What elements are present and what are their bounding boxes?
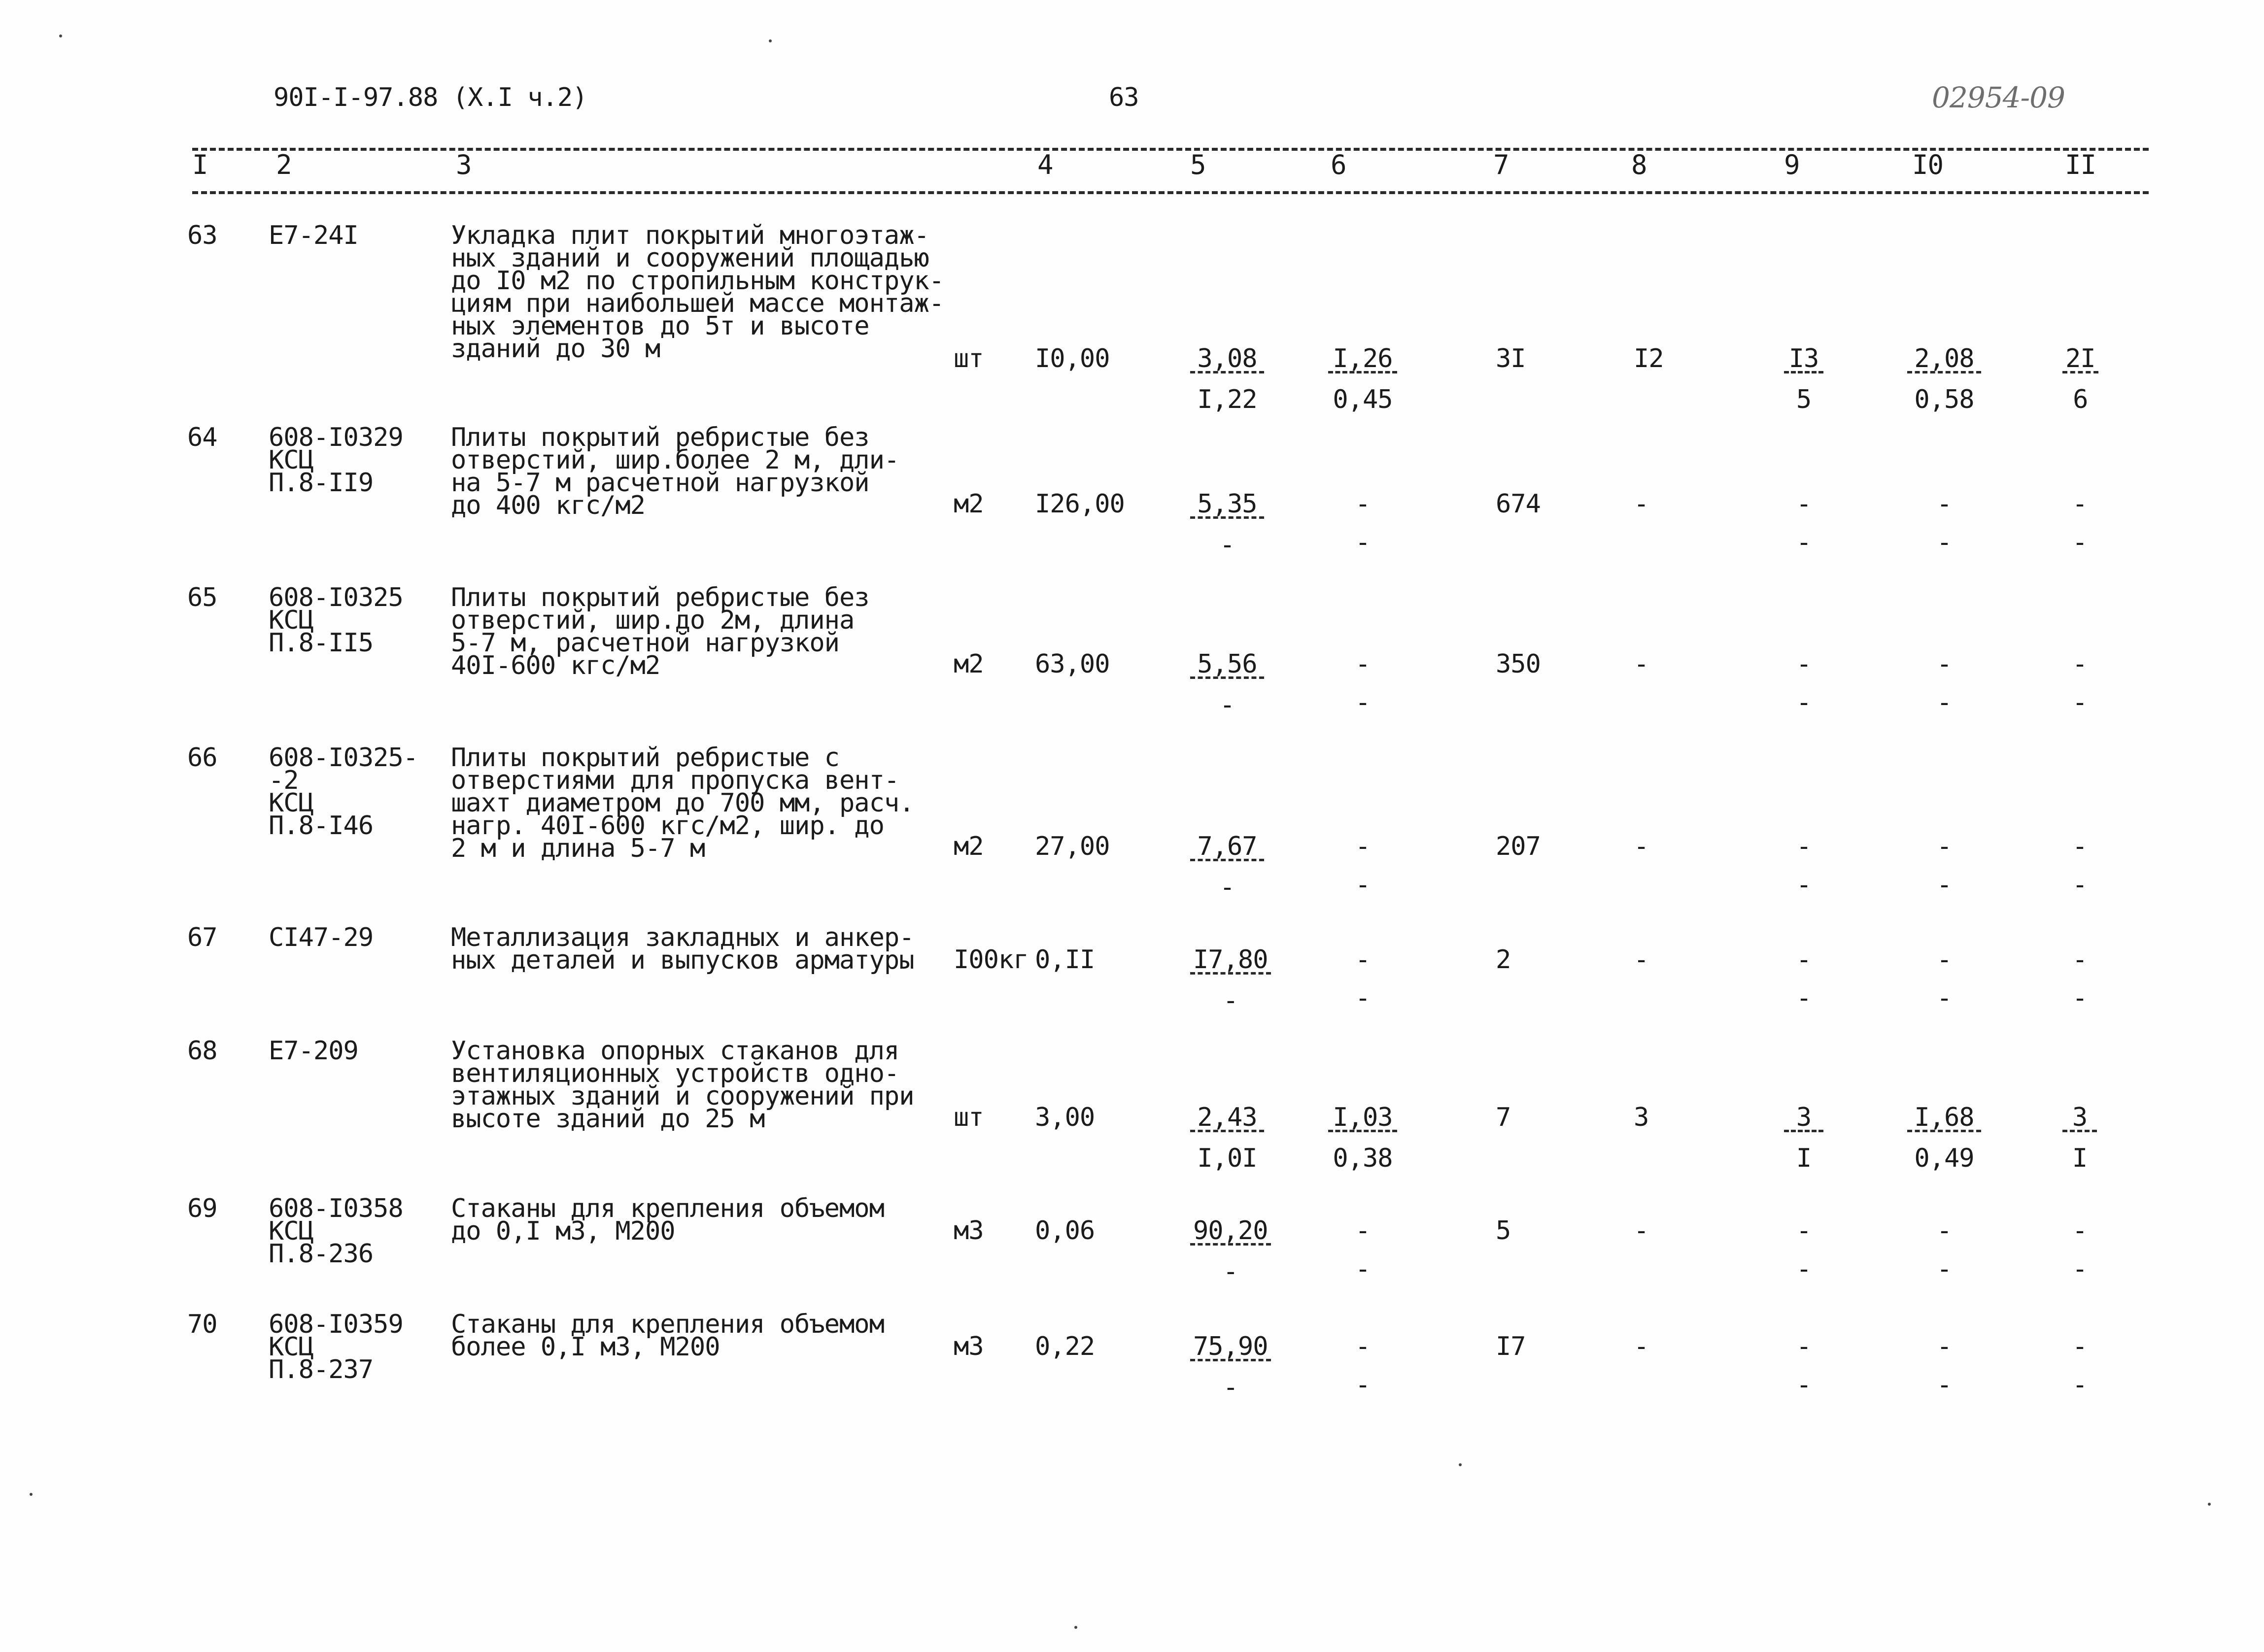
cell-col10	[1907, 1216, 1981, 1284]
cell-col6	[1328, 1103, 1397, 1173]
cell-col7: 674	[1496, 489, 1541, 519]
cell-col5	[1190, 489, 1264, 560]
cell-col5	[1190, 344, 1264, 414]
cell-col5-bottom: -	[1219, 690, 1235, 720]
cell-col11	[2062, 1216, 2097, 1284]
scan-speck	[769, 39, 772, 42]
cell-col7: 2	[1496, 945, 1511, 975]
row-unit: м2	[954, 649, 984, 679]
document-code: 90I-I-97.88 (X.I ч.2)	[274, 83, 587, 112]
cell-col10	[1907, 832, 1981, 900]
cell-col6-top: -	[1355, 1332, 1371, 1361]
cell-col9	[1784, 832, 1823, 900]
cell-col9	[1784, 489, 1823, 557]
cell-col6	[1328, 1216, 1397, 1284]
cell-col9	[1784, 1332, 1823, 1400]
cell-col10-bottom: -	[1936, 983, 1952, 1013]
cell-col5-bottom: I,0I	[1197, 1144, 1257, 1173]
cell-col8: -	[1634, 945, 1649, 975]
cell-col11-bottom: 6	[2073, 385, 2088, 414]
cell-col5-top: 90,20	[1190, 1219, 1271, 1246]
cell-col11-top: -	[2072, 945, 2088, 975]
cell-col10	[1907, 1332, 1981, 1400]
row-description: Стаканы для крепления объемом более 0,I м3, М200	[451, 1310, 884, 1362]
cell-col7: I7	[1496, 1332, 1526, 1361]
cell-col10-top: 2,08	[1907, 347, 1981, 373]
cell-col8: I2	[1634, 344, 1664, 373]
cell-col7: 3I	[1496, 344, 1526, 373]
cell-col6-top: -	[1355, 649, 1371, 679]
cell-col10-top: -	[1936, 832, 1952, 861]
cell-col5	[1190, 1332, 1271, 1402]
cell-col9-bottom: -	[1796, 688, 1812, 717]
row-description: Металлизация закладных и анкер- ных деталей и выпусков арматуры	[451, 923, 914, 975]
cell-col5-top: 5,56	[1190, 653, 1264, 679]
column-header-8: 8	[1631, 149, 1647, 180]
cell-col5-top: 3,08	[1190, 347, 1264, 373]
cell-col5	[1190, 1103, 1264, 1173]
row-quantity: I26,00	[1035, 489, 1125, 519]
row-code: 608-I0359 КСЦ П.8-237	[269, 1310, 403, 1384]
cell-col9-bottom: -	[1796, 983, 1812, 1013]
cell-col5-top: 2,43	[1190, 1106, 1264, 1132]
cell-col6-bottom: -	[1355, 870, 1371, 900]
row-code: E7-24I	[269, 221, 358, 250]
cell-col7: 7	[1496, 1103, 1511, 1132]
cell-col11-top: 2I	[2062, 347, 2098, 373]
cell-col5	[1190, 832, 1264, 902]
cell-col6-top: -	[1355, 945, 1371, 975]
row-quantity: 3,00	[1035, 1103, 1095, 1132]
cell-col10-top: -	[1936, 1216, 1952, 1246]
row-description: Плиты покрытий ребристые с отверстиями для пропуска вент- шахт диаметром до 700 мм, расч. нагр. 40I-600 кгс/м2, шир. до 2 м и длина 5-7 м	[451, 743, 914, 863]
row-quantity: 27,00	[1035, 832, 1110, 861]
handwritten-stamp: 02954-09	[1932, 81, 2065, 114]
cell-col11-bottom: -	[2072, 528, 2088, 557]
cell-col6-top: -	[1355, 832, 1371, 861]
scan-speck	[1074, 1626, 1077, 1629]
cell-col8: -	[1634, 832, 1649, 861]
column-header-9: 9	[1784, 149, 1800, 180]
cell-col11	[2062, 489, 2097, 557]
cell-col11	[2062, 1103, 2097, 1173]
cell-col9	[1784, 945, 1823, 1013]
row-number: 65	[187, 583, 217, 612]
cell-col11	[2062, 1332, 2097, 1400]
cell-col9-top: 3	[1784, 1106, 1823, 1132]
cell-col9-top: -	[1796, 945, 1812, 975]
cell-col6-bottom: -	[1355, 1370, 1371, 1400]
cell-col11	[2062, 945, 2097, 1013]
column-header-7: 7	[1493, 149, 1509, 180]
row-unit: м3	[954, 1216, 984, 1246]
cell-col6-top: I,03	[1328, 1106, 1397, 1132]
cell-col9	[1784, 1216, 1823, 1284]
cell-col6	[1328, 344, 1397, 414]
row-quantity: 63,00	[1035, 649, 1110, 679]
cell-col5-bottom: -	[1219, 873, 1235, 902]
cell-col5-bottom: I,22	[1197, 385, 1257, 414]
cell-col9-bottom: -	[1796, 1254, 1812, 1284]
cell-col9-top: -	[1796, 1332, 1812, 1361]
cell-col10-top: -	[1936, 945, 1952, 975]
cell-col11-top: -	[2072, 1332, 2088, 1361]
cell-col6	[1328, 945, 1397, 1013]
cell-col7: 5	[1496, 1216, 1511, 1246]
column-header-4: 4	[1037, 149, 1053, 180]
cell-col7: 350	[1496, 649, 1541, 679]
row-unit: м2	[954, 489, 984, 519]
cell-col10-bottom: 0,58	[1914, 385, 1974, 414]
row-number: 67	[187, 923, 217, 952]
cell-col6-top: I,26	[1328, 347, 1397, 373]
row-number: 63	[187, 221, 217, 250]
cell-col5-top: I7,80	[1190, 948, 1271, 975]
column-header-1: I	[192, 149, 208, 180]
row-unit: I00кг	[954, 945, 1029, 975]
row-unit: шт	[954, 344, 984, 373]
row-code: CI47-29	[269, 923, 374, 952]
cell-col11-bottom: -	[2072, 983, 2088, 1013]
cell-col10-bottom: -	[1936, 528, 1952, 557]
scan-speck	[30, 1493, 33, 1496]
cell-col5-top: 75,90	[1190, 1335, 1271, 1361]
cell-col9	[1784, 1103, 1823, 1173]
cell-col6-bottom: -	[1355, 528, 1371, 557]
cell-col9-top: -	[1796, 832, 1812, 861]
cell-col11-top: 3	[2062, 1106, 2097, 1132]
cell-col9-top: -	[1796, 489, 1812, 519]
row-unit: шт	[954, 1103, 984, 1132]
cell-col10-bottom: -	[1936, 1370, 1952, 1400]
cell-col10-top: -	[1936, 489, 1952, 519]
cell-col10-top: -	[1936, 1332, 1952, 1361]
cell-col5	[1190, 649, 1264, 720]
scan-speck	[2208, 1503, 2211, 1506]
cell-col10	[1907, 344, 1981, 414]
cell-col9	[1784, 344, 1823, 414]
row-code: 608-I0325- -2 КСЦ П.8-I46	[269, 743, 418, 841]
row-description: Установка опорных стаканов для вентиляционных устройств одно- этажных зданий и сооружений при высоте зданий до 25 м	[451, 1036, 914, 1134]
header-rule-top	[192, 148, 2149, 151]
column-header-10: I0	[1912, 149, 1944, 180]
cell-col8: -	[1634, 1216, 1649, 1246]
column-header-3: 3	[456, 149, 472, 180]
cell-col6	[1328, 489, 1397, 557]
row-number: 69	[187, 1194, 217, 1223]
cell-col9-top: -	[1796, 649, 1812, 679]
cell-col11-bottom: -	[2072, 688, 2088, 717]
cell-col5-top: 7,67	[1190, 835, 1264, 861]
cell-col11-bottom: -	[2072, 1254, 2088, 1284]
cell-col11-top: -	[2072, 489, 2088, 519]
cell-col11-top: -	[2072, 832, 2088, 861]
cell-col9-bottom: I	[1796, 1144, 1812, 1173]
cell-col5	[1190, 945, 1271, 1015]
cell-col9-bottom: -	[1796, 1370, 1812, 1400]
cell-col5-bottom: -	[1223, 986, 1238, 1015]
cell-col6	[1328, 1332, 1397, 1400]
cell-col10-top: -	[1936, 649, 1952, 679]
row-description: Укладка плит покрытий многоэтаж- ных зданий и сооружений площадью до I0 м2 по стропильным конструк- циям при наибольшей массе монтаж- ных элементов до 5т и высоте зданий до 30 м	[451, 221, 944, 364]
row-code: E7-209	[269, 1036, 358, 1066]
cell-col9-bottom: 5	[1796, 385, 1812, 414]
cell-col11-bottom: I	[2072, 1144, 2088, 1173]
cell-col8: -	[1634, 489, 1649, 519]
cell-col10-top: I,68	[1907, 1106, 1981, 1132]
header-rule-bottom	[192, 191, 2149, 194]
row-description: Плиты покрытий ребристые без отверстий, шир.до 2м, длина 5-7 м, расчетной нагрузкой 40I-600 кгс/м2	[451, 583, 869, 680]
cell-col8: -	[1634, 649, 1649, 679]
cell-col10-bottom: -	[1936, 1254, 1952, 1284]
cell-col11	[2062, 832, 2097, 900]
cell-col9-top: -	[1796, 1216, 1812, 1246]
row-description: Стаканы для крепления объемом до 0,I м3, М200	[451, 1194, 884, 1246]
cell-col10	[1907, 649, 1981, 717]
row-number: 66	[187, 743, 217, 773]
cell-col11-top: -	[2072, 649, 2088, 679]
scan-speck	[59, 34, 62, 37]
row-unit: м3	[954, 1332, 984, 1361]
cell-col5-bottom: -	[1219, 530, 1235, 560]
row-code: 608-I0358 КСЦ П.8-236	[269, 1194, 403, 1269]
cell-col9-bottom: -	[1796, 528, 1812, 557]
row-number: 68	[187, 1036, 217, 1066]
cell-col6-bottom: -	[1355, 983, 1371, 1013]
cell-col8: -	[1634, 1332, 1649, 1361]
cell-col9-top: I3	[1784, 347, 1823, 373]
cell-col11	[2062, 344, 2098, 414]
cell-col6-bottom: 0,45	[1333, 385, 1393, 414]
cell-col6-bottom: 0,38	[1333, 1144, 1393, 1173]
row-number: 64	[187, 423, 217, 452]
cell-col10	[1907, 489, 1981, 557]
cell-col10-bottom: 0,49	[1914, 1144, 1974, 1173]
column-header-2: 2	[276, 149, 292, 180]
cell-col6-top: -	[1355, 1216, 1371, 1246]
cell-col11-bottom: -	[2072, 870, 2088, 900]
cell-col5-bottom: -	[1223, 1257, 1238, 1286]
row-quantity: 0,06	[1035, 1216, 1095, 1246]
cell-col6-bottom: -	[1355, 688, 1371, 717]
cell-col5-bottom: -	[1223, 1373, 1238, 1402]
cell-col11-top: -	[2072, 1216, 2088, 1246]
cell-col8: 3	[1634, 1103, 1649, 1132]
row-description: Плиты покрытий ребристые без отверстий, шир.более 2 м, дли- на 5-7 м расчетной нагрузкой до 400 кгс/м2	[451, 423, 899, 520]
cell-col9	[1784, 649, 1823, 717]
row-code: 608-I0329 КСЦ П.8-II9	[269, 423, 403, 498]
row-quantity: 0,22	[1035, 1332, 1095, 1361]
row-unit: м2	[954, 832, 984, 861]
row-code: 608-I0325 КСЦ П.8-II5	[269, 583, 403, 658]
row-quantity: I0,00	[1035, 344, 1110, 373]
cell-col6-top: -	[1355, 489, 1371, 519]
cell-col11-bottom: -	[2072, 1370, 2088, 1400]
cell-col10	[1907, 945, 1981, 1013]
cell-col5	[1190, 1216, 1271, 1286]
row-number: 70	[187, 1310, 217, 1339]
page-number: 63	[1109, 83, 1139, 112]
cell-col6	[1328, 832, 1397, 900]
cell-col10-bottom: -	[1936, 870, 1952, 900]
cell-col6-bottom: -	[1355, 1254, 1371, 1284]
cell-col11	[2062, 649, 2097, 717]
cell-col5-top: 5,35	[1190, 493, 1264, 519]
column-header-5: 5	[1190, 149, 1206, 180]
cell-col7: 207	[1496, 832, 1541, 861]
row-quantity: 0,II	[1035, 945, 1095, 975]
cell-col6	[1328, 649, 1397, 717]
cell-col9-bottom: -	[1796, 870, 1812, 900]
cell-col10-bottom: -	[1936, 688, 1952, 717]
column-header-6: 6	[1331, 149, 1346, 180]
cell-col10	[1907, 1103, 1981, 1173]
scan-speck	[1459, 1463, 1462, 1466]
column-header-11: II	[2065, 149, 2096, 180]
